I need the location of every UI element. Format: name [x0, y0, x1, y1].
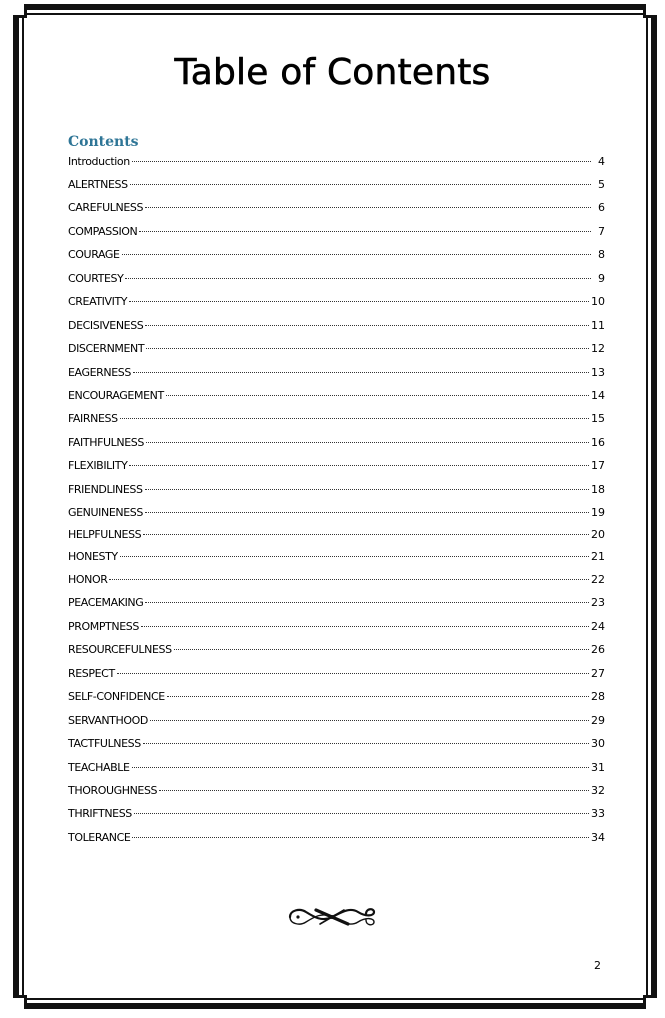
- toc-entry-label: CAREFULNESS: [68, 201, 144, 215]
- toc-dot-leader: [132, 161, 591, 162]
- toc-entry-label: FLEXIBILITY: [68, 459, 128, 473]
- toc-entry-label: FRIENDLINESS: [68, 482, 143, 496]
- toc-entry-label: COURAGE: [68, 248, 120, 262]
- toc-dot-leader: [132, 767, 589, 768]
- toc-entry-page: 10: [591, 295, 605, 309]
- toc-entry[interactable]: [68, 267, 605, 290]
- toc-entry-label: RESPECT: [68, 666, 115, 680]
- toc-entry-page: 21: [591, 549, 605, 563]
- toc-dot-leader: [122, 254, 591, 255]
- toc-dot-leader: [143, 534, 589, 535]
- toc-entry-page: 16: [591, 435, 605, 449]
- toc-entry-page: 18: [591, 482, 605, 496]
- frame-corner-bottom-left: [13, 995, 27, 1009]
- toc-entry[interactable]: [68, 361, 605, 384]
- toc-entry[interactable]: [68, 591, 605, 614]
- toc-entry-page: 13: [591, 365, 605, 379]
- toc-dot-leader: [145, 489, 589, 490]
- toc-entry-page: 32: [591, 783, 605, 797]
- toc-entry[interactable]: [68, 615, 605, 638]
- toc-entry-label: PEACEMAKING: [68, 596, 144, 610]
- toc-entry[interactable]: [68, 525, 605, 545]
- toc-entry-page: 8: [598, 248, 605, 262]
- toc-dot-leader: [130, 184, 591, 185]
- toc-dot-leader: [167, 696, 589, 697]
- toc-entry[interactable]: [68, 756, 605, 779]
- toc-entry-label: DISCERNMENT: [68, 342, 145, 356]
- toc-entry-page: 26: [591, 643, 605, 657]
- toc-entry[interactable]: [68, 384, 605, 407]
- toc-entry[interactable]: [68, 501, 605, 524]
- toc-entry-label: FAIRNESS: [68, 412, 118, 426]
- toc-entry-page: 30: [591, 737, 605, 751]
- toc-dot-leader: [117, 673, 589, 674]
- toc-entry-page: 29: [591, 713, 605, 727]
- toc-entry-page: 24: [591, 619, 605, 633]
- toc-entry[interactable]: [68, 173, 605, 196]
- toc-entry-label: SERVANTHOOD: [68, 713, 148, 727]
- toc-entry[interactable]: [68, 243, 605, 266]
- toc-entry-label: SELF-CONFIDENCE: [68, 690, 165, 704]
- toc-entry-label: RESOURCEFULNESS: [68, 643, 172, 657]
- toc-dot-leader: [129, 301, 589, 302]
- toc-entry-label: EAGERNESS: [68, 365, 131, 379]
- toc-entry[interactable]: [68, 407, 605, 430]
- toc-entry[interactable]: [68, 478, 605, 501]
- toc-entry[interactable]: [68, 685, 605, 708]
- toc-entry[interactable]: [68, 779, 605, 802]
- toc-dot-leader: [159, 790, 589, 791]
- toc-entry-page: 4: [598, 155, 605, 168]
- toc-entry-label: HONOR: [68, 573, 108, 586]
- toc-entry-label: TEACHABLE: [68, 760, 130, 774]
- toc-dot-leader: [145, 207, 591, 208]
- toc-entry-label: DECISIVENESS: [68, 318, 144, 332]
- toc-entry-label: FAITHFULNESS: [68, 435, 144, 449]
- toc-entry-page: 11: [591, 318, 605, 332]
- toc-entry-label: HONESTY: [68, 549, 118, 563]
- toc-entry-label: CREATIVITY: [68, 295, 128, 309]
- toc-entry-page: 28: [591, 690, 605, 704]
- toc-entry-label: PROMPTNESS: [68, 619, 139, 633]
- toc-dot-leader: [125, 278, 591, 279]
- toc-heading: Contents: [68, 134, 139, 150]
- toc-dot-leader: [174, 649, 589, 650]
- toc-entry[interactable]: [68, 454, 605, 477]
- toc-dot-leader: [120, 556, 589, 557]
- toc-entry-label: COURTESY: [68, 271, 124, 285]
- toc-dot-leader: [145, 512, 589, 513]
- toc-entry-page: 20: [591, 527, 605, 541]
- toc-entry[interactable]: [68, 732, 605, 755]
- toc-entry[interactable]: [68, 431, 605, 454]
- toc-entry[interactable]: [68, 337, 605, 360]
- toc-entry-page: 9: [598, 271, 605, 285]
- toc-dot-leader: [132, 837, 589, 838]
- toc-entry[interactable]: [68, 568, 605, 591]
- toc-entry-page: 15: [591, 412, 605, 426]
- toc-dot-leader: [166, 395, 589, 396]
- toc-dot-leader: [141, 626, 589, 627]
- page-number: 2: [594, 959, 601, 972]
- toc-entry-page: 27: [591, 666, 605, 680]
- toc-entry-page: 22: [591, 573, 605, 586]
- toc-entry[interactable]: [68, 290, 605, 313]
- toc-entry-page: 12: [591, 342, 605, 356]
- toc-entry[interactable]: [68, 314, 605, 337]
- toc-entry-page: 34: [591, 830, 605, 844]
- toc-dot-leader: [146, 442, 589, 443]
- toc-entry-label: THOROUGHNESS: [68, 783, 158, 797]
- toc-entry[interactable]: [68, 152, 605, 173]
- toc-entry-label: THRIFTNESS: [68, 807, 132, 821]
- toc-entry-label: Introduction: [68, 155, 130, 168]
- toc-entry-page: 33: [591, 807, 605, 821]
- toc-entry-label: GENUINENESS: [68, 506, 143, 520]
- toc-entry[interactable]: [68, 196, 605, 219]
- frame-corner-top-left: [13, 4, 27, 18]
- page-title: Table of Contents: [174, 52, 491, 93]
- toc-dot-leader: [145, 602, 589, 603]
- toc-entry[interactable]: [68, 220, 605, 243]
- toc-dot-leader: [139, 231, 591, 232]
- toc-list: [68, 152, 605, 849]
- toc-entry-page: 5: [598, 178, 605, 191]
- toc-entry-page: 31: [591, 760, 605, 774]
- toc-entry[interactable]: [68, 545, 605, 568]
- toc-entry-label: HELPFULNESS: [68, 527, 142, 541]
- toc-entry[interactable]: [68, 638, 605, 661]
- flourish-icon: [286, 902, 378, 932]
- toc-entry-page: 14: [591, 388, 605, 402]
- toc-dot-leader: [134, 813, 589, 814]
- toc-dot-leader: [150, 720, 589, 721]
- toc-entry[interactable]: [68, 826, 605, 849]
- toc-entry-label: COMPASSION: [68, 224, 138, 238]
- toc-entry[interactable]: [68, 709, 605, 732]
- toc-entry-label: TOLERANCE: [68, 830, 131, 844]
- toc-entry[interactable]: [68, 802, 605, 825]
- toc-dot-leader: [120, 418, 589, 419]
- toc-entry-page: 23: [591, 596, 605, 610]
- toc-dot-leader: [143, 743, 589, 744]
- frame-corner-top-right: [643, 4, 657, 18]
- toc-entry-page: 7: [598, 224, 605, 238]
- toc-entry-label: ALERTNESS: [68, 178, 128, 191]
- toc-entry[interactable]: [68, 662, 605, 685]
- toc-dot-leader: [145, 325, 589, 326]
- toc-entry-page: 6: [598, 201, 605, 215]
- toc-dot-leader: [129, 465, 589, 466]
- toc-dot-leader: [109, 579, 589, 580]
- toc-entry-label: TACTFULNESS: [68, 737, 141, 751]
- toc-dot-leader: [146, 348, 589, 349]
- toc-entry-label: ENCOURAGEMENT: [68, 388, 164, 402]
- frame-corner-bottom-right: [643, 995, 657, 1009]
- toc-entry-page: 19: [591, 506, 605, 520]
- toc-entry-page: 17: [591, 459, 605, 473]
- toc-dot-leader: [133, 372, 589, 373]
